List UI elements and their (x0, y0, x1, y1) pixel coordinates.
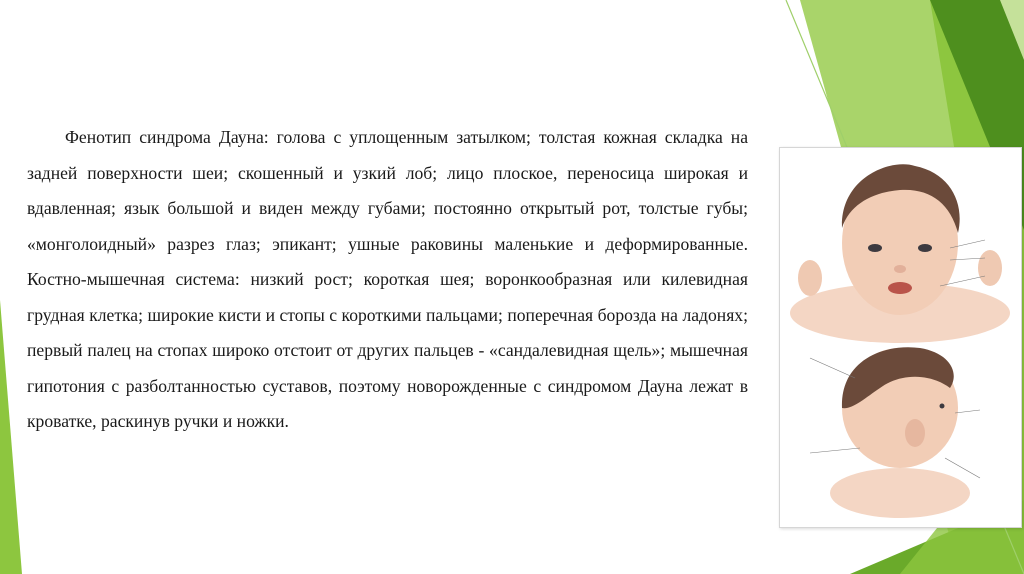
baby-photo-panel (779, 147, 1022, 528)
baby-side-view-image (810, 347, 980, 518)
baby-illustrations (780, 148, 1023, 529)
baby-front-view-image (790, 164, 1010, 343)
left-green-triangle (0, 300, 22, 574)
slide-body-text: Фенотип синдрома Дауна: голова с уплощенным затылком; толстая кожная складка на задней поверхности шеи; скошенный и узкий лоб; лицо плоское, переносица широкая и вдавленная; язык большой и виден между губами; постоянно открытый рот, толстые губы; «монголоидный» разрез глаз; эпикант; ушные раковины маленькие и деформированные. Костно-мышечная система: низкий рост; короткая шея; воронкообразная или килевидная грудная клетка; широкие кисти и стопы с короткими пальцами; поперечная борозда на ладонях; первый палец на стопах широко отстоит от других пальцев - «сандалевидная щель»; мышечная гипотония с разболтанностью суставов, поэтому новорожденные с синдромом Дауна лежат в кроватке, раскинув ручки и ножки. (27, 127, 748, 431)
